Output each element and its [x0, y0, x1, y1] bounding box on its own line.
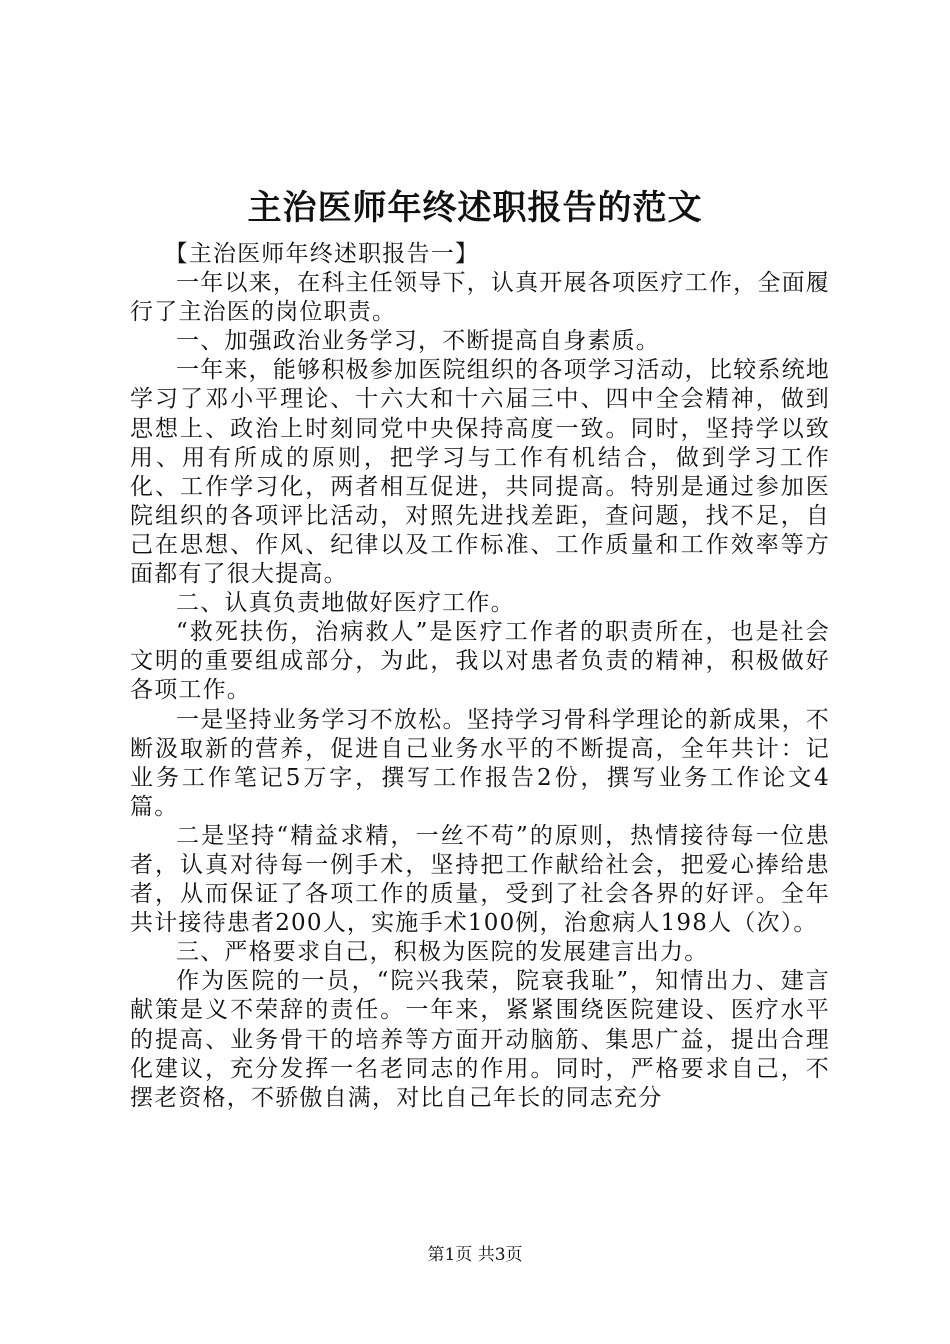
section-heading: 【主治医师年终述职报告一】: [164, 241, 480, 267]
section-heading: 一、加强政治业务学习，不断提高自身素质。: [176, 328, 660, 355]
section-heading: 三、严格要求自己，积极为医院的发展建言出力。: [176, 939, 709, 966]
paragraph: 一是坚持业务学习不放松。坚持学习骨科学理论的新成果，不断汲取新的营养，促进自己业务水平的不断提高，全年共计：记业务工作笔记5万字，撰写工作报告2份，撰写业务工作论文4篇。: [130, 706, 830, 820]
paragraph: 一年来，能够积极参加医院组织的各项学习活动，比较系统地学习了邓小平理论、十六大和十六届三中、四中全会精神，做到思想上、政治上时刻同党中央保持高度一致。同时，坚持学以致用、用有所成的原则，把学习与工作有机结合，做到学习工作化、工作学习化，两者相互促进，共同提高。特别是通过参加医院组织的各项评比活动，对照先进找差距，查问题，找不足，自己在思想、作风、纪律以及工作标准、工作质量和工作效率等方面都有了很大提高。: [130, 357, 830, 588]
page-footer: 第1页 共3页: [427, 1245, 523, 1265]
paragraph: 二是坚持“精益求精，一丝不苟”的原则，热情接待每一位患者，认真对待每一例手术，坚持把工作献给社会，把爱心捧给患者，从而保证了各项工作的质量，受到了社会各界的好评。全年共计接待患者200人，实施手术100例，治愈病人198人（次）。: [130, 822, 830, 937]
paragraph: 一年以来，在科主任领导下，认真开展各项医疗工作，全面履行了主治医的岗位职责。: [130, 270, 830, 326]
document-body: [130, 240, 830, 1113]
paragraph: 作为医院的一员，“院兴我荣，院衰我耻”，知情出力、建言献策是义不荣辞的责任。一年来，紧紧围绕医院建设、医疗水平的提高、业务骨干的培养等方面开动脑筋、集思广益，提出合理化建议，充分发挥一名老同志的作用。同时，严格要求自己，不摆老资格，不骄傲自满，对比自己年长的同志充分: [130, 968, 830, 1111]
document-title: 主治医师年终述职报告的范文: [247, 188, 703, 228]
section-heading: 二、认真负责地做好医疗工作。: [176, 590, 515, 617]
paragraph: “救死扶伤，治病救人”是医疗工作者的职责所在，也是社会文明的重要组成部分，为此，我以对患者负责的精神，积极做好各项工作。: [130, 619, 830, 704]
